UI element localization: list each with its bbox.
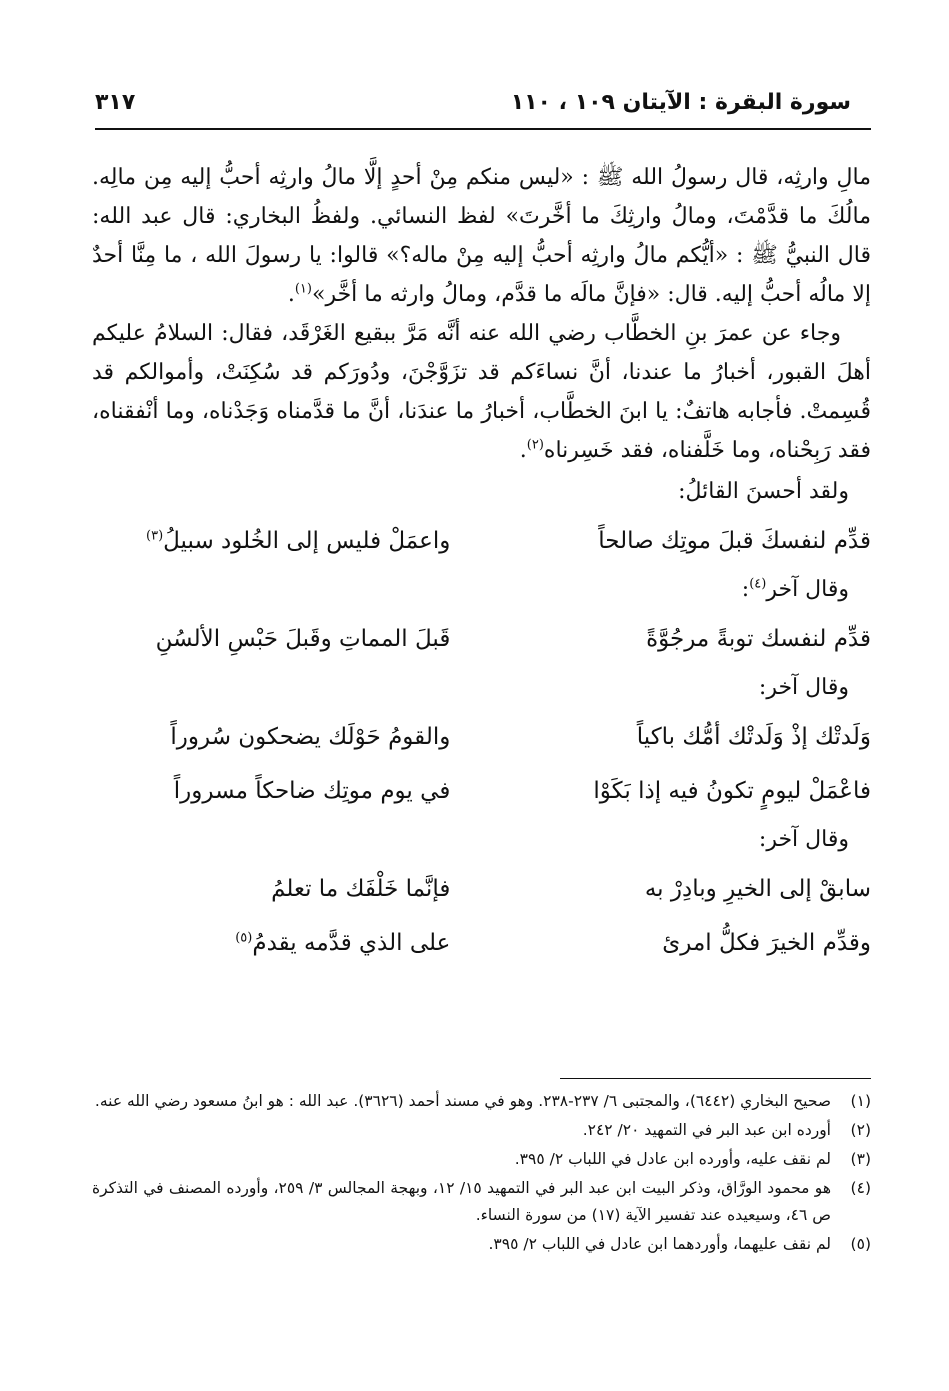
footnote-text: أورده ابن عبد البر في التمهيد ٢٠/ ٢٤٢. [582, 1121, 831, 1139]
verse-first-hemistich: سابقْ إلى الخيرِ وبادِرْ به [644, 875, 871, 902]
verse-second-hemistich: في يوم موتِك ضاحكاً مسروراً [173, 777, 451, 804]
verse-first-hemistich: فاعْمَلْ ليومٍ تكونُ فيه إذا بَكَوْا [593, 777, 871, 804]
poetry-intro: ولقد أحسنَ القائلُ: [678, 479, 849, 504]
footnotes [92, 1088, 871, 1260]
main-text [92, 158, 871, 970]
footnote-number: (٤) [850, 1179, 871, 1197]
paragraph-end: . [519, 438, 527, 463]
paragraph-text: مالِ وارثِه، قال رسولُ الله ﷺ : «ليس منكم مِنْ أحدٍ إلَّا مالُ وارثِه أحبُّ إليه مِن مالِه. مالُكَ ما قدَّمْتَ، ومالُ وارثِكَ ما أخَّرتَ» لفظ النسائي. ولفظُ البخاري: قال عبد الله: قال النبيُّ ﷺ : «أيُّكم مالُ وارثِه أحبُّ إليه مِنْ ماله؟» قالوا: يا رسولَ الله ، ما مِنَّا أحدٌ إلا مالُه أحبُّ إليه. قال: «فإنَّ مالَه ما قدَّم، ومالُ وارثه ما أخَّر» [92, 165, 871, 307]
footnote [92, 1146, 871, 1173]
verse-second-hemistich [92, 924, 450, 963]
footnote [92, 1088, 871, 1115]
verse-line [92, 862, 871, 916]
verse-line [92, 710, 871, 764]
header-rule [95, 128, 871, 130]
footnote-number: (١) [850, 1092, 871, 1110]
footnote-ref-5: (٥) [235, 929, 253, 945]
verse-first-hemistich: وقدِّم الخيرَ فكلُّ امرئ [662, 929, 871, 956]
intro-colon: : [741, 577, 750, 602]
verse-second-hemistich [92, 522, 450, 561]
page-number: ٣١٧ [95, 89, 136, 115]
verse-first-hemistich: قدِّم لنفسكَ قبلَ موتِك صالحاً [598, 527, 871, 554]
footnote-number: (٢) [850, 1121, 871, 1139]
paragraph-umar [92, 314, 871, 470]
poetry-intro [92, 568, 871, 612]
verse-second-hemistich: فإنَّما خَلْفَك ما تعلمُ [271, 875, 451, 902]
intro-text: وقال آخر [766, 577, 849, 602]
footnote-number: (٥) [850, 1235, 871, 1253]
surah-title: سورة البقرة : الآيتان ١٠٩ ، ١١٠ [510, 89, 851, 115]
hemistich-text: على الذي قدَّمه يقدمُ [252, 929, 451, 956]
footnote-number: (٣) [850, 1150, 871, 1168]
verse-first-hemistich: وَلَدتْك إذْ وَلَدتْك أمُّك باكياً [636, 723, 871, 750]
footnote-rule [560, 1078, 871, 1079]
verse-line [92, 612, 871, 666]
paragraph-hadith [92, 158, 871, 314]
footnote-text: هو محمود الورَّاق، وذكر البيت ابن عبد البر في التمهيد ١٥/ ١٢، وبهجة المجالس ٣/ ٢٥٩، وأورده المصنف في التذكرة ص ٤٦، وسيعيده عند تفسير الآية (١٧) من سورة النساء. [92, 1179, 831, 1224]
paragraph-end: . [287, 282, 295, 307]
poetry-intro: وقال آخر: [758, 827, 849, 852]
footnote-text: لم نقف عليهما، وأوردهما ابن عادل في اللباب ٢/ ٣٩٥. [488, 1235, 831, 1253]
footnote-ref-4: (٤) [749, 576, 767, 592]
verse-line [92, 764, 871, 818]
footnote [92, 1175, 871, 1229]
verse-second-hemistich: قَبلَ المماتِ وقَبلَ حَبْسِ الألسُنِ [155, 625, 451, 652]
footnote [92, 1231, 871, 1258]
footnote-ref-1: (١) [294, 281, 312, 297]
footnote-text: لم نقف عليه، وأورده ابن عادل في اللباب ٢/ ٣٩٥. [514, 1150, 831, 1168]
paragraph-text: وجاء عن عمرَ بنِ الخطَّاب رضي الله عنه أنَّه مَرَّ ببقيع الغَرْقَد، فقال: السلامُ عليكم أهلَ القبور، أخبارُ ما عندنا، أنَّ نساءَكم قد تزَوَّجْنَ، ودُورَكم قد سُكِنَتْ، وأموالكم قد قُسِمتْ. فأجابه هاتفٌ: يا ابنَ الخطَّاب، أخبارُ ما عندَنا، أنَّ ما قدَّمناه وَجَدْناه، وما أنْفقناه، فقد رَبِحْناه، وما خَلَّفناه، فقد خَسِرناه [92, 321, 871, 463]
running-header [95, 82, 851, 122]
footnote-ref-3: (٣) [146, 527, 164, 543]
verse-second-hemistich: والقومُ حَوْلَك يضحكون سُروراً [170, 723, 451, 750]
footnote-ref-2: (٢) [526, 437, 544, 453]
poetry-intro: وقال آخر: [758, 675, 849, 700]
footnote [92, 1117, 871, 1144]
hemistich-text: واعمَلْ فليس إلى الخُلود سبيلُ [163, 527, 451, 554]
verse-line [92, 514, 871, 568]
verse-line [92, 916, 871, 970]
verse-first-hemistich: قدِّم لنفسك توبةً مرجُوَّةً [646, 625, 871, 652]
footnote-text: صحيح البخاري (٦٤٤٢)، والمجتبى ٦/ ٢٣٧-٢٣٨. وهو في مسند أحمد (٣٦٢٦). عبد الله : هو ابنُ مسعود رضي الله عنه. [94, 1092, 831, 1110]
